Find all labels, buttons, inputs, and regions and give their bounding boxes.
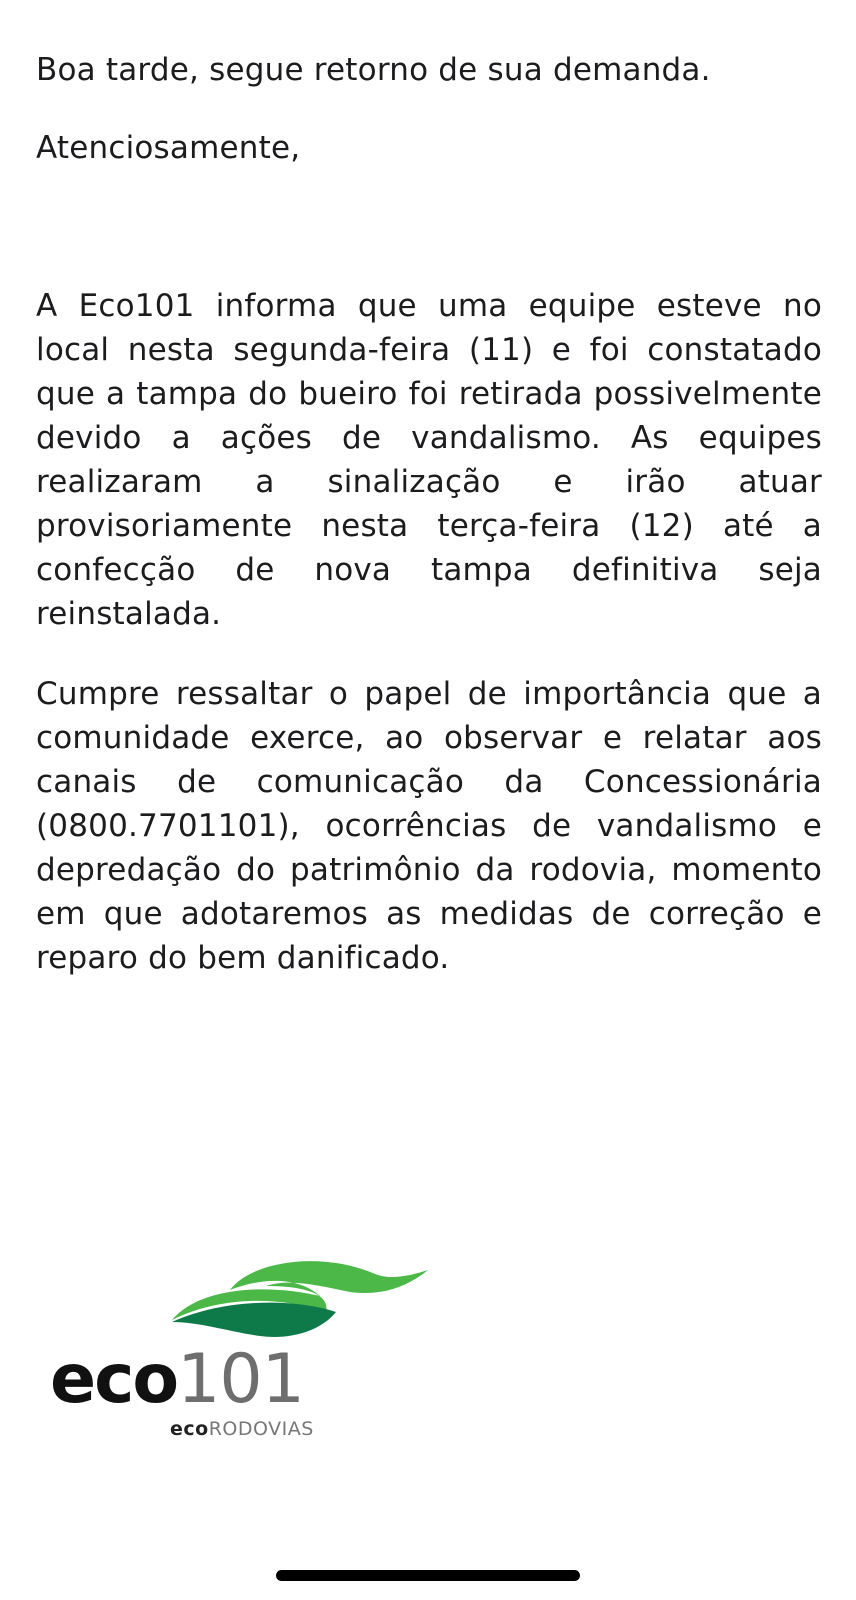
logo-sub-eco: eco xyxy=(170,1418,209,1440)
logo-number-text: 101 xyxy=(177,1340,304,1419)
logo-subtitle xyxy=(170,1418,314,1440)
logo-wordmark xyxy=(50,1340,304,1420)
home-indicator[interactable] xyxy=(276,1570,580,1581)
logo-eco-text: eco xyxy=(50,1340,178,1419)
greeting-text: Boa tarde, segue retorno de sua demanda. xyxy=(36,52,711,88)
eco101-logo xyxy=(50,1256,390,1446)
email-body xyxy=(36,48,822,976)
closing-text: Atenciosamente, xyxy=(36,130,301,166)
logo-sub-rodovias: RODOVIAS xyxy=(208,1418,314,1440)
message-paragraph-2: Cumpre ressaltar o papel de importância que a comunidade exerce, ao observar e relatar aos canais de comunicação da Concessionária (0800.7701101), ocorrências de vandalismo e depredação do patrimônio da rodovia, momento em que adotaremos as medidas de correção e reparo do bem danificado. xyxy=(36,676,822,976)
message-paragraph-1: A Eco101 informa que uma equipe esteve no local nesta segunda-feira (11) e foi constatado que a tampa do bueiro foi retirada possivelmente devido a ações de vandalismo. As equipes realizaram a sinalização e irão atuar provisoriamente nesta terça-feira (12) até a confecção de nova tampa definitiva seja reinstalada. xyxy=(36,288,822,632)
eco101-wave-icon xyxy=(170,1256,430,1342)
